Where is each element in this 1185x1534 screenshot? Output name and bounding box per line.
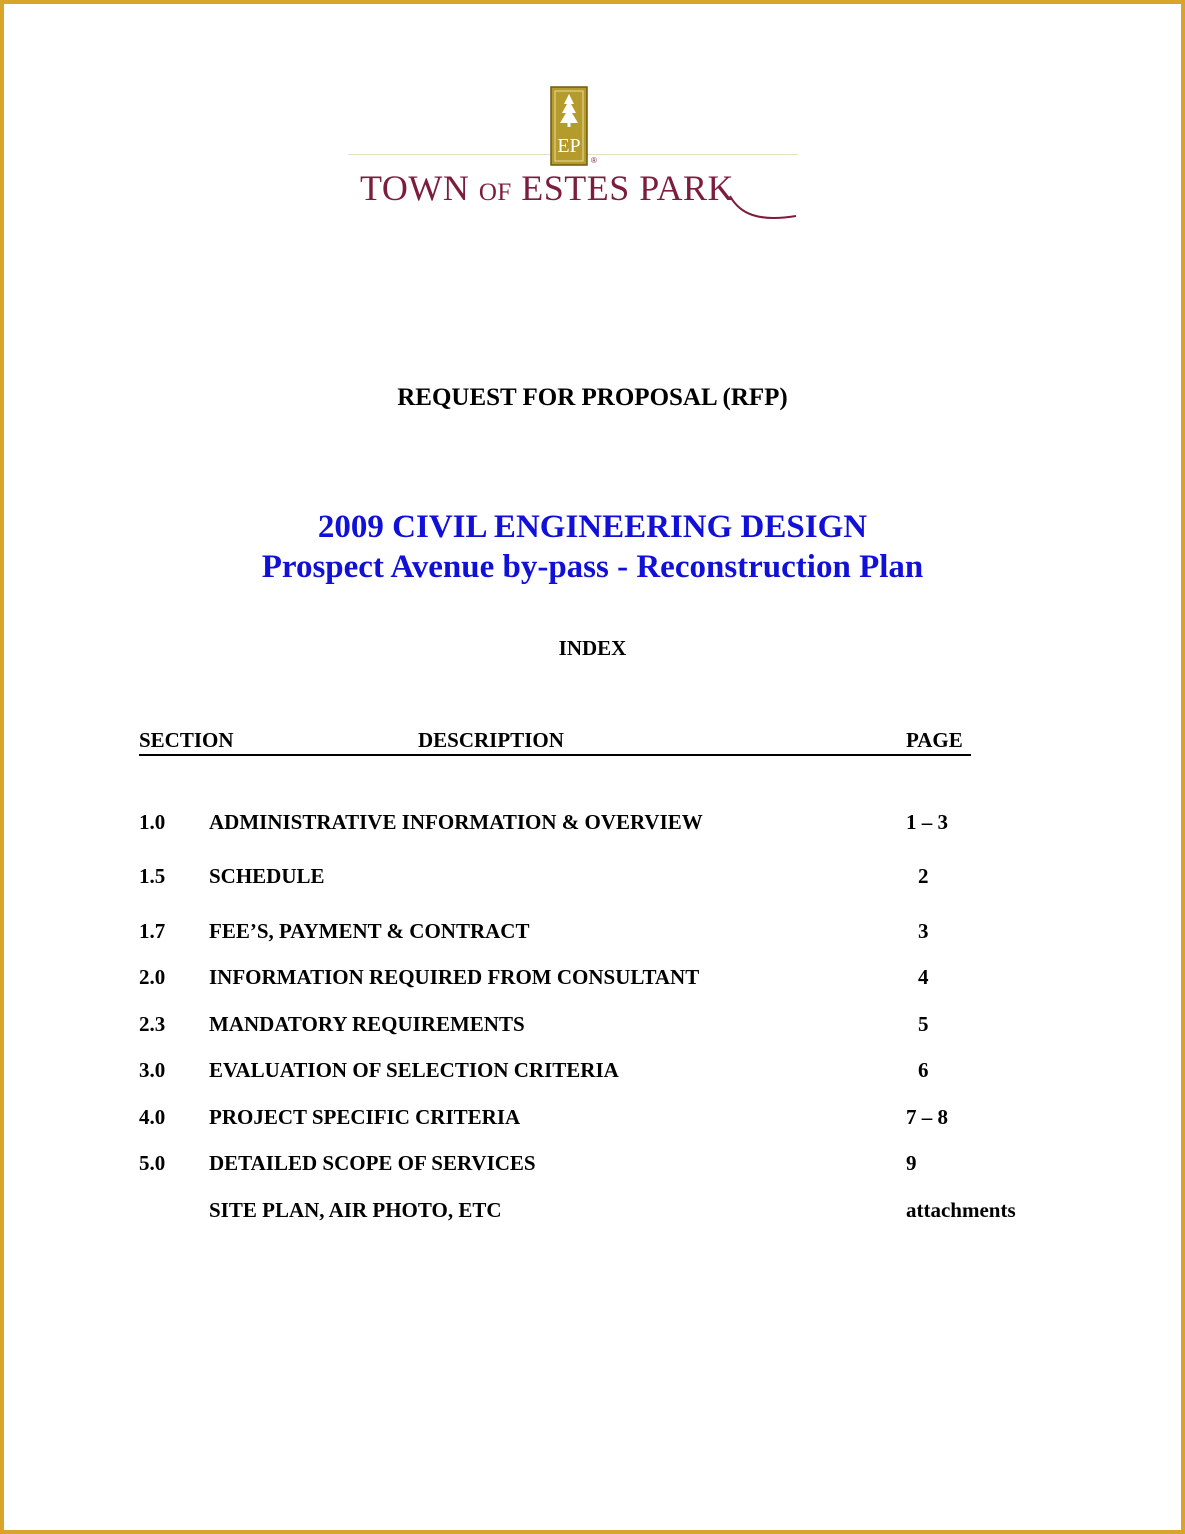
emblem-initials: EP [557,135,581,157]
table-row [139,810,1039,836]
row-description: PROJECT SPECIFIC CRITERIA [209,1105,521,1129]
table-row [139,1151,1039,1177]
table-row [139,919,1039,945]
row-section: 1.0 [139,810,166,834]
row-page: 4 [918,965,929,989]
index-table-header [139,728,971,756]
document-type: REQUEST FOR PROPOSAL (RFP) [397,384,788,411]
header-page: PAGE [906,728,963,752]
row-description: ADMINISTRATIVE INFORMATION & OVERVIEW [209,810,703,834]
row-section: 5.0 [139,1151,166,1175]
row-page: attachments [906,1198,1016,1222]
row-section: 2.0 [139,965,166,989]
row-section: 1.5 [139,864,166,888]
row-description: MANDATORY REQUIREMENTS [209,1012,525,1036]
row-description: DETAILED SCOPE OF SERVICES [209,1151,536,1175]
town-logo [348,84,798,224]
logo-swoosh-icon [728,192,798,220]
registered-mark: ® [591,156,597,165]
table-row [139,1058,1039,1084]
logo-word-of: OF [478,179,512,206]
table-row [139,1105,1039,1131]
logo-wordmark [360,170,734,206]
header-description: DESCRIPTION [418,728,564,752]
document-title-line-1: 2009 CIVIL ENGINEERING DESIGN [317,509,868,545]
row-description: INFORMATION REQUIRED FROM CONSULTANT [209,965,700,989]
row-description: SCHEDULE [209,864,325,888]
row-page: 3 [918,919,929,943]
table-row [139,1012,1039,1038]
row-page: 9 [906,1151,917,1175]
header-section: SECTION [139,728,234,752]
row-page: 1 – 3 [906,810,948,834]
document-title-line-2: Prospect Avenue by-pass - Reconstruction Plan [261,549,924,585]
index-heading: INDEX [558,636,627,660]
table-row [139,965,1039,991]
row-section: 2.3 [139,1012,166,1036]
row-page: 5 [918,1012,929,1036]
row-description: FEE’S, PAYMENT & CONTRACT [209,919,530,943]
table-row [139,1198,1039,1224]
logo-word-estes-park: ESTES PARK [521,168,735,208]
row-description: SITE PLAN, AIR PHOTO, ETC [209,1198,502,1222]
logo-word-town: TOWN [360,168,470,208]
row-description: EVALUATION OF SELECTION CRITERIA [209,1058,619,1082]
row-section: 4.0 [139,1105,166,1129]
row-page: 6 [918,1058,929,1082]
row-section: 1.7 [139,919,166,943]
row-section: 3.0 [139,1058,166,1082]
row-page: 7 – 8 [906,1105,948,1129]
row-page: 2 [918,864,929,888]
table-row [139,864,1039,890]
pine-tree-emblem-icon [550,86,588,166]
